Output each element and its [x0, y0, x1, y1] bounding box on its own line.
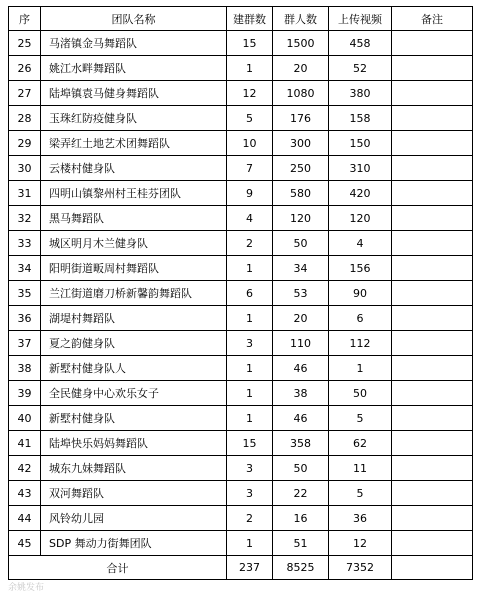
cell-index: 41 — [9, 431, 41, 456]
cell-video-uploads: 380 — [329, 81, 392, 106]
cell-team-name: 双河舞蹈队 — [41, 481, 227, 506]
cell-group-count: 12 — [227, 81, 273, 106]
total-group-count: 237 — [227, 556, 273, 580]
cell-video-uploads: 50 — [329, 381, 392, 406]
table-row — [9, 381, 473, 406]
cell-group-count: 1 — [227, 56, 273, 81]
cell-member-count: 250 — [273, 156, 329, 181]
cell-note — [392, 306, 473, 331]
cell-group-count: 1 — [227, 306, 273, 331]
cell-team-name: 玉珠红防疫健身队 — [41, 106, 227, 131]
table-row — [9, 81, 473, 106]
cell-team-name: 全民健身中心欢乐女子 — [41, 381, 227, 406]
cell-video-uploads: 310 — [329, 156, 392, 181]
header-note: 备注 — [392, 7, 473, 31]
cell-index: 44 — [9, 506, 41, 531]
total-video-uploads: 7352 — [329, 556, 392, 580]
header-video-uploads: 上传视频 — [329, 7, 392, 31]
cell-member-count: 300 — [273, 131, 329, 156]
watermark-text: 余姚发布 — [8, 583, 45, 593]
cell-note — [392, 256, 473, 281]
cell-group-count: 3 — [227, 331, 273, 356]
table-row — [9, 356, 473, 381]
cell-team-name: 姚江水畔舞蹈队 — [41, 56, 227, 81]
cell-video-uploads: 420 — [329, 181, 392, 206]
table-row — [9, 406, 473, 431]
cell-member-count: 16 — [273, 506, 329, 531]
cell-group-count: 7 — [227, 156, 273, 181]
cell-team-name: 新墅村健身队 — [41, 406, 227, 431]
cell-member-count: 50 — [273, 231, 329, 256]
header-group-count: 建群数 — [227, 7, 273, 31]
total-member-count: 8525 — [273, 556, 329, 580]
cell-video-uploads: 5 — [329, 481, 392, 506]
cell-index: 37 — [9, 331, 41, 356]
table-row — [9, 331, 473, 356]
cell-member-count: 1080 — [273, 81, 329, 106]
cell-note — [392, 181, 473, 206]
header-index: 序 — [9, 7, 41, 31]
total-note — [392, 556, 473, 580]
cell-member-count: 53 — [273, 281, 329, 306]
cell-video-uploads: 62 — [329, 431, 392, 456]
cell-group-count: 6 — [227, 281, 273, 306]
cell-note — [392, 331, 473, 356]
cell-video-uploads: 90 — [329, 281, 392, 306]
table-row — [9, 306, 473, 331]
cell-index: 27 — [9, 81, 41, 106]
table-row — [9, 181, 473, 206]
cell-note — [392, 281, 473, 306]
header-team-name: 团队名称 — [41, 7, 227, 31]
team-statistics-table — [8, 6, 473, 580]
table-body — [9, 31, 473, 556]
table-row — [9, 56, 473, 81]
table-row — [9, 106, 473, 131]
cell-note — [392, 156, 473, 181]
cell-note — [392, 56, 473, 81]
cell-index: 43 — [9, 481, 41, 506]
cell-group-count: 1 — [227, 531, 273, 556]
cell-group-count: 9 — [227, 181, 273, 206]
cell-member-count: 176 — [273, 106, 329, 131]
cell-group-count: 1 — [227, 381, 273, 406]
cell-team-name: 夏之韵健身队 — [41, 331, 227, 356]
cell-group-count: 15 — [227, 431, 273, 456]
cell-note — [392, 131, 473, 156]
cell-index: 26 — [9, 56, 41, 81]
cell-team-name: 陆埠快乐妈妈舞蹈队 — [41, 431, 227, 456]
cell-group-count: 4 — [227, 206, 273, 231]
cell-note — [392, 531, 473, 556]
cell-video-uploads: 1 — [329, 356, 392, 381]
cell-group-count: 1 — [227, 256, 273, 281]
cell-index: 36 — [9, 306, 41, 331]
cell-index: 34 — [9, 256, 41, 281]
cell-index: 30 — [9, 156, 41, 181]
table-row — [9, 156, 473, 181]
cell-team-name: 四明山镇黎州村王桂芬团队 — [41, 181, 227, 206]
cell-team-name: 新墅村健身队人 — [41, 356, 227, 381]
cell-member-count: 34 — [273, 256, 329, 281]
cell-note — [392, 31, 473, 56]
cell-note — [392, 406, 473, 431]
cell-group-count: 10 — [227, 131, 273, 156]
cell-index: 31 — [9, 181, 41, 206]
table-row — [9, 131, 473, 156]
cell-member-count: 20 — [273, 56, 329, 81]
cell-group-count: 2 — [227, 506, 273, 531]
cell-team-name: 黑马舞蹈队 — [41, 206, 227, 231]
cell-video-uploads: 11 — [329, 456, 392, 481]
cell-group-count: 2 — [227, 231, 273, 256]
cell-index: 40 — [9, 406, 41, 431]
header-member-count: 群人数 — [273, 7, 329, 31]
cell-member-count: 20 — [273, 306, 329, 331]
cell-member-count: 110 — [273, 331, 329, 356]
cell-member-count: 38 — [273, 381, 329, 406]
cell-group-count: 1 — [227, 356, 273, 381]
cell-member-count: 51 — [273, 531, 329, 556]
cell-note — [392, 81, 473, 106]
cell-video-uploads: 52 — [329, 56, 392, 81]
cell-video-uploads: 150 — [329, 131, 392, 156]
cell-team-name: 阳明街道畈周村舞蹈队 — [41, 256, 227, 281]
cell-video-uploads: 5 — [329, 406, 392, 431]
cell-video-uploads: 156 — [329, 256, 392, 281]
cell-team-name: 马渚镇金马舞蹈队 — [41, 31, 227, 56]
cell-index: 25 — [9, 31, 41, 56]
cell-index: 32 — [9, 206, 41, 231]
cell-group-count: 3 — [227, 481, 273, 506]
cell-note — [392, 356, 473, 381]
table-header-row — [9, 7, 473, 31]
cell-video-uploads: 112 — [329, 331, 392, 356]
cell-video-uploads: 4 — [329, 231, 392, 256]
table-row — [9, 206, 473, 231]
cell-team-name: 陆埠镇袁马健身舞蹈队 — [41, 81, 227, 106]
cell-group-count: 1 — [227, 406, 273, 431]
cell-index: 45 — [9, 531, 41, 556]
cell-video-uploads: 12 — [329, 531, 392, 556]
cell-team-name: 湖堤村舞蹈队 — [41, 306, 227, 331]
total-label: 合计 — [9, 556, 227, 580]
cell-index: 42 — [9, 456, 41, 481]
cell-note — [392, 506, 473, 531]
cell-video-uploads: 6 — [329, 306, 392, 331]
table-row — [9, 281, 473, 306]
cell-member-count: 50 — [273, 456, 329, 481]
total-row — [9, 556, 473, 580]
cell-note — [392, 431, 473, 456]
cell-group-count: 3 — [227, 456, 273, 481]
cell-member-count: 22 — [273, 481, 329, 506]
cell-video-uploads: 36 — [329, 506, 392, 531]
cell-member-count: 1500 — [273, 31, 329, 56]
table-row — [9, 31, 473, 56]
cell-note — [392, 481, 473, 506]
table-row — [9, 481, 473, 506]
table-row — [9, 506, 473, 531]
cell-team-name: 兰江街道磨刀桥新馨韵舞蹈队 — [41, 281, 227, 306]
cell-video-uploads: 120 — [329, 206, 392, 231]
cell-index: 28 — [9, 106, 41, 131]
cell-index: 38 — [9, 356, 41, 381]
cell-member-count: 580 — [273, 181, 329, 206]
cell-video-uploads: 158 — [329, 106, 392, 131]
cell-index: 35 — [9, 281, 41, 306]
cell-team-name: 风铃幼儿园 — [41, 506, 227, 531]
cell-note — [392, 381, 473, 406]
cell-index: 39 — [9, 381, 41, 406]
table-row — [9, 256, 473, 281]
cell-member-count: 358 — [273, 431, 329, 456]
cell-note — [392, 206, 473, 231]
cell-member-count: 46 — [273, 356, 329, 381]
cell-member-count: 120 — [273, 206, 329, 231]
table-row — [9, 531, 473, 556]
cell-team-name: 云楼村健身队 — [41, 156, 227, 181]
table-row — [9, 456, 473, 481]
table-row — [9, 431, 473, 456]
table-row — [9, 231, 473, 256]
cell-group-count: 15 — [227, 31, 273, 56]
cell-team-name: SDP 舞动力街舞团队 — [41, 531, 227, 556]
cell-group-count: 5 — [227, 106, 273, 131]
cell-team-name: 城东九妹舞蹈队 — [41, 456, 227, 481]
cell-team-name: 城区明月木兰健身队 — [41, 231, 227, 256]
cell-team-name: 梁弄红土地艺术团舞蹈队 — [41, 131, 227, 156]
cell-member-count: 46 — [273, 406, 329, 431]
cell-video-uploads: 458 — [329, 31, 392, 56]
cell-index: 33 — [9, 231, 41, 256]
cell-note — [392, 231, 473, 256]
cell-index: 29 — [9, 131, 41, 156]
cell-note — [392, 106, 473, 131]
cell-note — [392, 456, 473, 481]
